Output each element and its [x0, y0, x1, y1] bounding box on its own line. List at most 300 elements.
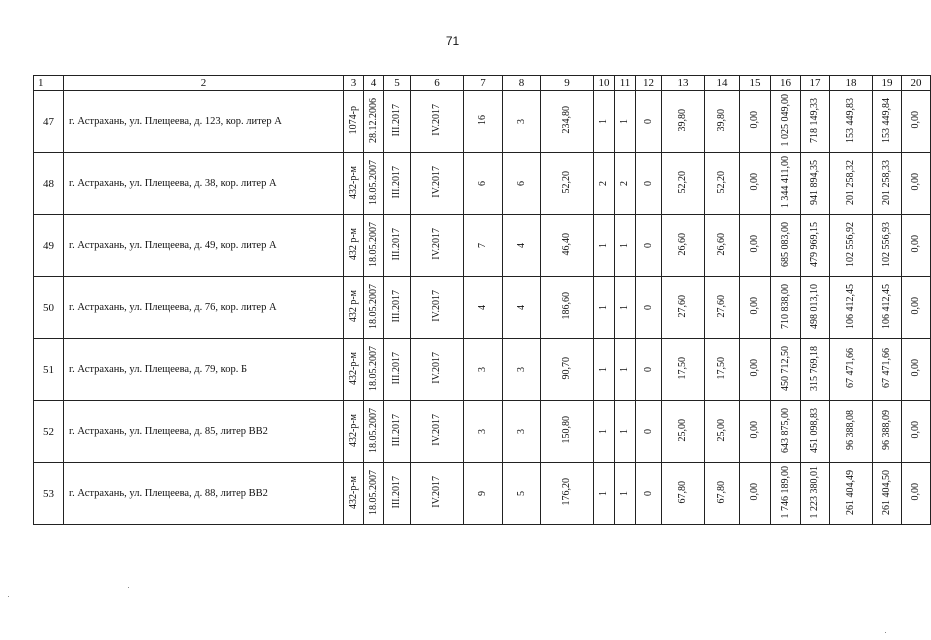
value-cell	[411, 463, 464, 525]
header-row	[34, 76, 931, 91]
cell-value: 16	[477, 115, 488, 125]
value-cell	[364, 215, 384, 277]
table-row	[34, 215, 931, 277]
value-cell	[594, 153, 615, 215]
cell-value: 0	[642, 429, 654, 434]
value-cell	[384, 277, 411, 339]
value-cell	[615, 401, 636, 463]
value-cell	[411, 215, 464, 277]
cell-value: 498 013,10	[809, 283, 820, 329]
cell-value: III.2017	[391, 413, 402, 447]
value-cell	[902, 277, 931, 339]
cell-value: 9	[477, 491, 488, 496]
address-cell: г. Астрахань, ул. Плещеева, д. 123, кор. литер А	[64, 91, 344, 153]
cell-value: 0,00	[910, 483, 921, 501]
cell-value: 52,20	[561, 170, 572, 194]
value-cell	[873, 91, 902, 153]
cell-value: 0,00	[749, 173, 760, 191]
cell-value: 0,00	[910, 173, 921, 191]
table-row	[34, 91, 931, 153]
cell-value: 0	[642, 491, 654, 496]
value-cell	[705, 91, 740, 153]
address-cell: г. Астрахань, ул. Плещеева, д. 85, литер ВВ2	[64, 401, 344, 463]
row-number: 48	[34, 153, 64, 215]
cell-value: 0,00	[910, 297, 921, 315]
value-cell	[364, 401, 384, 463]
value-cell	[662, 277, 705, 339]
value-cell	[541, 339, 594, 401]
value-cell	[541, 91, 594, 153]
value-cell	[344, 277, 364, 339]
cell-value: 26,60	[677, 232, 688, 256]
value-cell	[594, 401, 615, 463]
cell-value: 1	[619, 305, 630, 310]
value-cell	[615, 339, 636, 401]
value-cell	[801, 153, 830, 215]
value-cell	[503, 463, 541, 525]
cell-value: 1	[619, 119, 630, 124]
cell-value: IV.2017	[431, 166, 442, 198]
value-cell	[411, 401, 464, 463]
column-header: 8	[503, 76, 541, 91]
cell-value: 0	[642, 243, 654, 248]
value-cell	[384, 153, 411, 215]
cell-value: 261 404,50	[881, 469, 892, 515]
cell-value: 315 769,18	[809, 345, 820, 391]
cell-value: 1 223 380,01	[809, 465, 820, 519]
cell-value: 106 412,45	[845, 283, 856, 329]
value-cell	[801, 463, 830, 525]
value-cell	[384, 91, 411, 153]
value-cell	[464, 91, 503, 153]
value-cell	[503, 277, 541, 339]
value-cell	[771, 91, 801, 153]
cell-value: 52,20	[716, 170, 727, 194]
value-cell	[830, 401, 873, 463]
value-cell	[364, 91, 384, 153]
value-cell	[705, 215, 740, 277]
cell-value: 186,60	[561, 292, 572, 320]
cell-value: 25,00	[716, 418, 727, 442]
value-cell	[636, 463, 662, 525]
cell-value: 201 258,33	[881, 159, 892, 205]
address-cell: г. Астрахань, ул. Плещеева, д. 79, кор. Б	[64, 339, 344, 401]
cell-value: 1	[598, 119, 609, 124]
cell-value: 234,80	[561, 106, 572, 134]
page-number: 71	[445, 34, 460, 48]
column-header: 9	[541, 76, 594, 91]
cell-value: 0,00	[749, 483, 760, 501]
cell-value: 450 712,50	[779, 345, 791, 391]
cell-value: 451 098,83	[809, 407, 820, 453]
cell-value: 153 449,83	[845, 97, 856, 143]
cell-value: 52,20	[677, 170, 688, 194]
cell-value: 1	[598, 367, 609, 372]
address-cell: г. Астрахань, ул. Плещеева, д. 38, кор. литер А	[64, 153, 344, 215]
value-cell	[662, 153, 705, 215]
value-cell	[411, 277, 464, 339]
value-cell	[740, 215, 771, 277]
cell-value: 0,00	[910, 359, 921, 377]
value-cell	[705, 339, 740, 401]
cell-value: III.2017	[391, 103, 402, 137]
value-cell	[873, 277, 902, 339]
cell-value: 685 083,00	[779, 221, 791, 267]
value-cell	[464, 215, 503, 277]
value-cell	[594, 339, 615, 401]
column-header: 17	[801, 76, 830, 91]
value-cell	[662, 463, 705, 525]
value-cell	[541, 153, 594, 215]
cell-value: 96 388,09	[881, 410, 892, 450]
cell-value: 432 р-м	[347, 289, 359, 323]
cell-value: 0,00	[749, 421, 760, 439]
cell-value: 0,00	[749, 297, 760, 315]
value-cell	[740, 91, 771, 153]
value-cell	[541, 277, 594, 339]
value-cell	[801, 215, 830, 277]
value-cell	[464, 463, 503, 525]
value-cell	[594, 463, 615, 525]
cell-value: III.2017	[391, 475, 402, 509]
cell-value: 432-р-м	[347, 475, 359, 509]
cell-value: 0,00	[749, 235, 760, 253]
value-cell	[873, 153, 902, 215]
value-cell	[740, 339, 771, 401]
cell-value: 7	[477, 243, 488, 248]
value-cell	[411, 339, 464, 401]
cell-value: 6	[477, 181, 488, 186]
value-cell	[662, 215, 705, 277]
value-cell	[464, 339, 503, 401]
cell-value: 102 556,92	[845, 221, 856, 267]
cell-value: 1	[619, 491, 630, 496]
value-cell	[902, 463, 931, 525]
value-cell	[830, 463, 873, 525]
value-cell	[902, 153, 931, 215]
value-cell	[344, 463, 364, 525]
column-header: 19	[873, 76, 902, 91]
cell-value: 1	[619, 429, 630, 434]
cell-value: 67,80	[677, 480, 688, 504]
value-cell	[902, 91, 931, 153]
cell-value: 1	[619, 367, 630, 372]
value-cell	[830, 277, 873, 339]
cell-value: 3	[477, 367, 488, 372]
cell-value: 0	[642, 367, 654, 372]
cell-value: 90,70	[561, 356, 572, 380]
row-number: 53	[34, 463, 64, 525]
column-header: 6	[411, 76, 464, 91]
cell-value: III.2017	[391, 351, 402, 385]
value-cell	[771, 401, 801, 463]
row-number: 47	[34, 91, 64, 153]
cell-value: 3	[515, 119, 527, 124]
cell-value: 1 344 411,00	[779, 155, 791, 209]
cell-value: 432-р-м	[347, 165, 359, 199]
cell-value: 27,60	[716, 294, 727, 318]
column-header: 3	[344, 76, 364, 91]
column-header: 15	[740, 76, 771, 91]
value-cell	[384, 339, 411, 401]
cell-value: 106 412,45	[881, 283, 892, 329]
cell-value: 26,60	[716, 232, 727, 256]
cell-value: 1	[598, 305, 609, 310]
cell-value: 2	[598, 181, 609, 186]
value-cell	[384, 463, 411, 525]
table-row	[34, 153, 931, 215]
address-cell: г. Астрахань, ул. Плещеева, д. 76, кор. литер А	[64, 277, 344, 339]
value-cell	[636, 277, 662, 339]
cell-value: IV.2017	[431, 290, 442, 322]
value-cell	[830, 153, 873, 215]
table-row	[34, 277, 931, 339]
cell-value: 2	[619, 181, 630, 186]
value-cell	[503, 339, 541, 401]
cell-value: 432-р-м	[347, 351, 359, 385]
value-cell	[902, 215, 931, 277]
cell-value: 176,20	[561, 478, 572, 506]
value-cell	[636, 153, 662, 215]
column-header: 18	[830, 76, 873, 91]
value-cell	[541, 401, 594, 463]
cell-value: 17,50	[677, 356, 688, 380]
cell-value: 1	[598, 429, 609, 434]
cell-value: 3	[477, 429, 488, 434]
column-header: 13	[662, 76, 705, 91]
value-cell	[801, 277, 830, 339]
cell-value: 1 746 189,00	[779, 465, 791, 519]
cell-value: 18.05.2007	[367, 159, 379, 205]
value-cell	[344, 91, 364, 153]
cell-value: 25,00	[677, 418, 688, 442]
value-cell	[740, 153, 771, 215]
cell-value: 6	[515, 181, 527, 186]
value-cell	[503, 153, 541, 215]
value-cell	[344, 339, 364, 401]
value-cell	[705, 153, 740, 215]
value-cell	[873, 463, 902, 525]
value-cell	[541, 215, 594, 277]
cell-value: 201 258,32	[845, 159, 856, 205]
value-cell	[801, 401, 830, 463]
cell-value: 46,40	[561, 232, 572, 256]
value-cell	[464, 401, 503, 463]
cell-value: 67,80	[716, 480, 727, 504]
value-cell	[636, 91, 662, 153]
housing-table	[33, 75, 931, 525]
column-header: 12	[636, 76, 662, 91]
value-cell	[705, 401, 740, 463]
table-row	[34, 339, 931, 401]
value-cell	[344, 215, 364, 277]
cell-value: 39,80	[716, 108, 727, 132]
value-cell	[636, 339, 662, 401]
value-cell	[615, 91, 636, 153]
value-cell	[364, 463, 384, 525]
cell-value: 18.05.2007	[367, 469, 379, 515]
scan-speck	[128, 587, 129, 588]
cell-value: 0,00	[910, 111, 921, 129]
value-cell	[873, 401, 902, 463]
cell-value: 1074-р	[347, 105, 359, 135]
cell-value: 18.05.2007	[367, 283, 379, 329]
cell-value: IV.2017	[431, 414, 442, 446]
row-number: 52	[34, 401, 64, 463]
row-number: 51	[34, 339, 64, 401]
cell-value: 4	[515, 305, 527, 310]
value-cell	[902, 339, 931, 401]
row-number: 49	[34, 215, 64, 277]
cell-value: 67 471,66	[881, 348, 892, 388]
value-cell	[344, 153, 364, 215]
value-cell	[464, 277, 503, 339]
cell-value: 0,00	[910, 421, 921, 439]
value-cell	[902, 401, 931, 463]
column-header: 14	[705, 76, 740, 91]
cell-value: 710 838,00	[779, 283, 791, 329]
cell-value: 0,00	[910, 235, 921, 253]
table-row	[34, 463, 931, 525]
value-cell	[541, 463, 594, 525]
cell-value: 27,60	[677, 294, 688, 318]
value-cell	[830, 91, 873, 153]
address-cell: г. Астрахань, ул. Плещеева, д. 49, кор. литер А	[64, 215, 344, 277]
value-cell	[801, 339, 830, 401]
cell-value: IV.2017	[431, 476, 442, 508]
value-cell	[594, 91, 615, 153]
cell-value: 1	[619, 243, 630, 248]
table-body	[34, 91, 931, 525]
cell-value: III.2017	[391, 165, 402, 199]
cell-value: IV.2017	[431, 228, 442, 260]
value-cell	[364, 153, 384, 215]
value-cell	[705, 463, 740, 525]
cell-value: 0	[642, 181, 654, 186]
cell-value: 0	[642, 305, 654, 310]
cell-value: 39,80	[677, 108, 688, 132]
value-cell	[830, 215, 873, 277]
column-header: 20	[902, 76, 931, 91]
cell-value: 102 556,93	[881, 221, 892, 267]
value-cell	[830, 339, 873, 401]
value-cell	[771, 277, 801, 339]
value-cell	[636, 401, 662, 463]
value-cell	[662, 401, 705, 463]
value-cell	[594, 277, 615, 339]
cell-value: 96 388,08	[845, 410, 856, 450]
value-cell	[771, 339, 801, 401]
value-cell	[615, 153, 636, 215]
cell-value: 0,00	[749, 111, 760, 129]
value-cell	[740, 277, 771, 339]
scan-speck	[8, 596, 9, 597]
value-cell	[464, 153, 503, 215]
cell-value: 0,00	[749, 359, 760, 377]
cell-value: III.2017	[391, 227, 402, 261]
value-cell	[503, 91, 541, 153]
column-header: 16	[771, 76, 801, 91]
value-cell	[503, 215, 541, 277]
value-cell	[384, 215, 411, 277]
value-cell	[662, 339, 705, 401]
row-number: 50	[34, 277, 64, 339]
cell-value: 643 875,00	[779, 407, 791, 453]
cell-value: 0	[642, 119, 654, 124]
cell-value: 4	[515, 243, 527, 248]
value-cell	[771, 153, 801, 215]
cell-value: 150,80	[561, 416, 572, 444]
column-header: 1	[34, 76, 64, 91]
value-cell	[384, 401, 411, 463]
cell-value: 153 449,84	[881, 97, 892, 143]
cell-value: 4	[477, 305, 488, 310]
value-cell	[740, 463, 771, 525]
cell-value: 18.05.2007	[367, 407, 379, 453]
value-cell	[615, 215, 636, 277]
value-cell	[344, 401, 364, 463]
value-cell	[740, 401, 771, 463]
cell-value: IV.2017	[431, 104, 442, 136]
cell-value: 17,50	[716, 356, 727, 380]
value-cell	[705, 277, 740, 339]
cell-value: 18.05.2007	[367, 221, 379, 267]
value-cell	[873, 215, 902, 277]
cell-value: 1	[598, 243, 609, 248]
column-header: 11	[615, 76, 636, 91]
value-cell	[364, 339, 384, 401]
value-cell	[615, 277, 636, 339]
cell-value: 941 894,35	[809, 159, 820, 205]
value-cell	[771, 215, 801, 277]
cell-value: 67 471,66	[845, 348, 856, 388]
value-cell	[503, 401, 541, 463]
value-cell	[801, 91, 830, 153]
cell-value: 5	[515, 491, 527, 496]
cell-value: 1	[598, 491, 609, 496]
cell-value: 1 025 049,00	[779, 93, 791, 147]
column-header: 10	[594, 76, 615, 91]
value-cell	[411, 91, 464, 153]
value-cell	[594, 215, 615, 277]
value-cell	[615, 463, 636, 525]
cell-value: 3	[515, 429, 527, 434]
cell-value: 432 р-м	[347, 227, 359, 261]
cell-value: 18.05.2007	[367, 345, 379, 391]
value-cell	[873, 339, 902, 401]
column-header: 7	[464, 76, 503, 91]
table-row	[34, 401, 931, 463]
cell-value: IV.2017	[431, 352, 442, 384]
cell-value: 3	[515, 367, 527, 372]
cell-value: 28.12.2006	[367, 97, 379, 143]
column-header: 4	[364, 76, 384, 91]
value-cell	[771, 463, 801, 525]
scan-speck	[885, 632, 886, 633]
column-header: 2	[64, 76, 344, 91]
cell-value: 261 404,49	[845, 469, 856, 515]
cell-value: 479 969,15	[809, 221, 820, 267]
cell-value: III.2017	[391, 289, 402, 323]
column-header: 5	[384, 76, 411, 91]
cell-value: 432-р-м	[347, 413, 359, 447]
cell-value: 718 149,33	[809, 97, 820, 143]
value-cell	[662, 91, 705, 153]
value-cell	[636, 215, 662, 277]
value-cell	[364, 277, 384, 339]
value-cell	[411, 153, 464, 215]
address-cell: г. Астрахань, ул. Плещеева, д. 88, литер ВВ2	[64, 463, 344, 525]
